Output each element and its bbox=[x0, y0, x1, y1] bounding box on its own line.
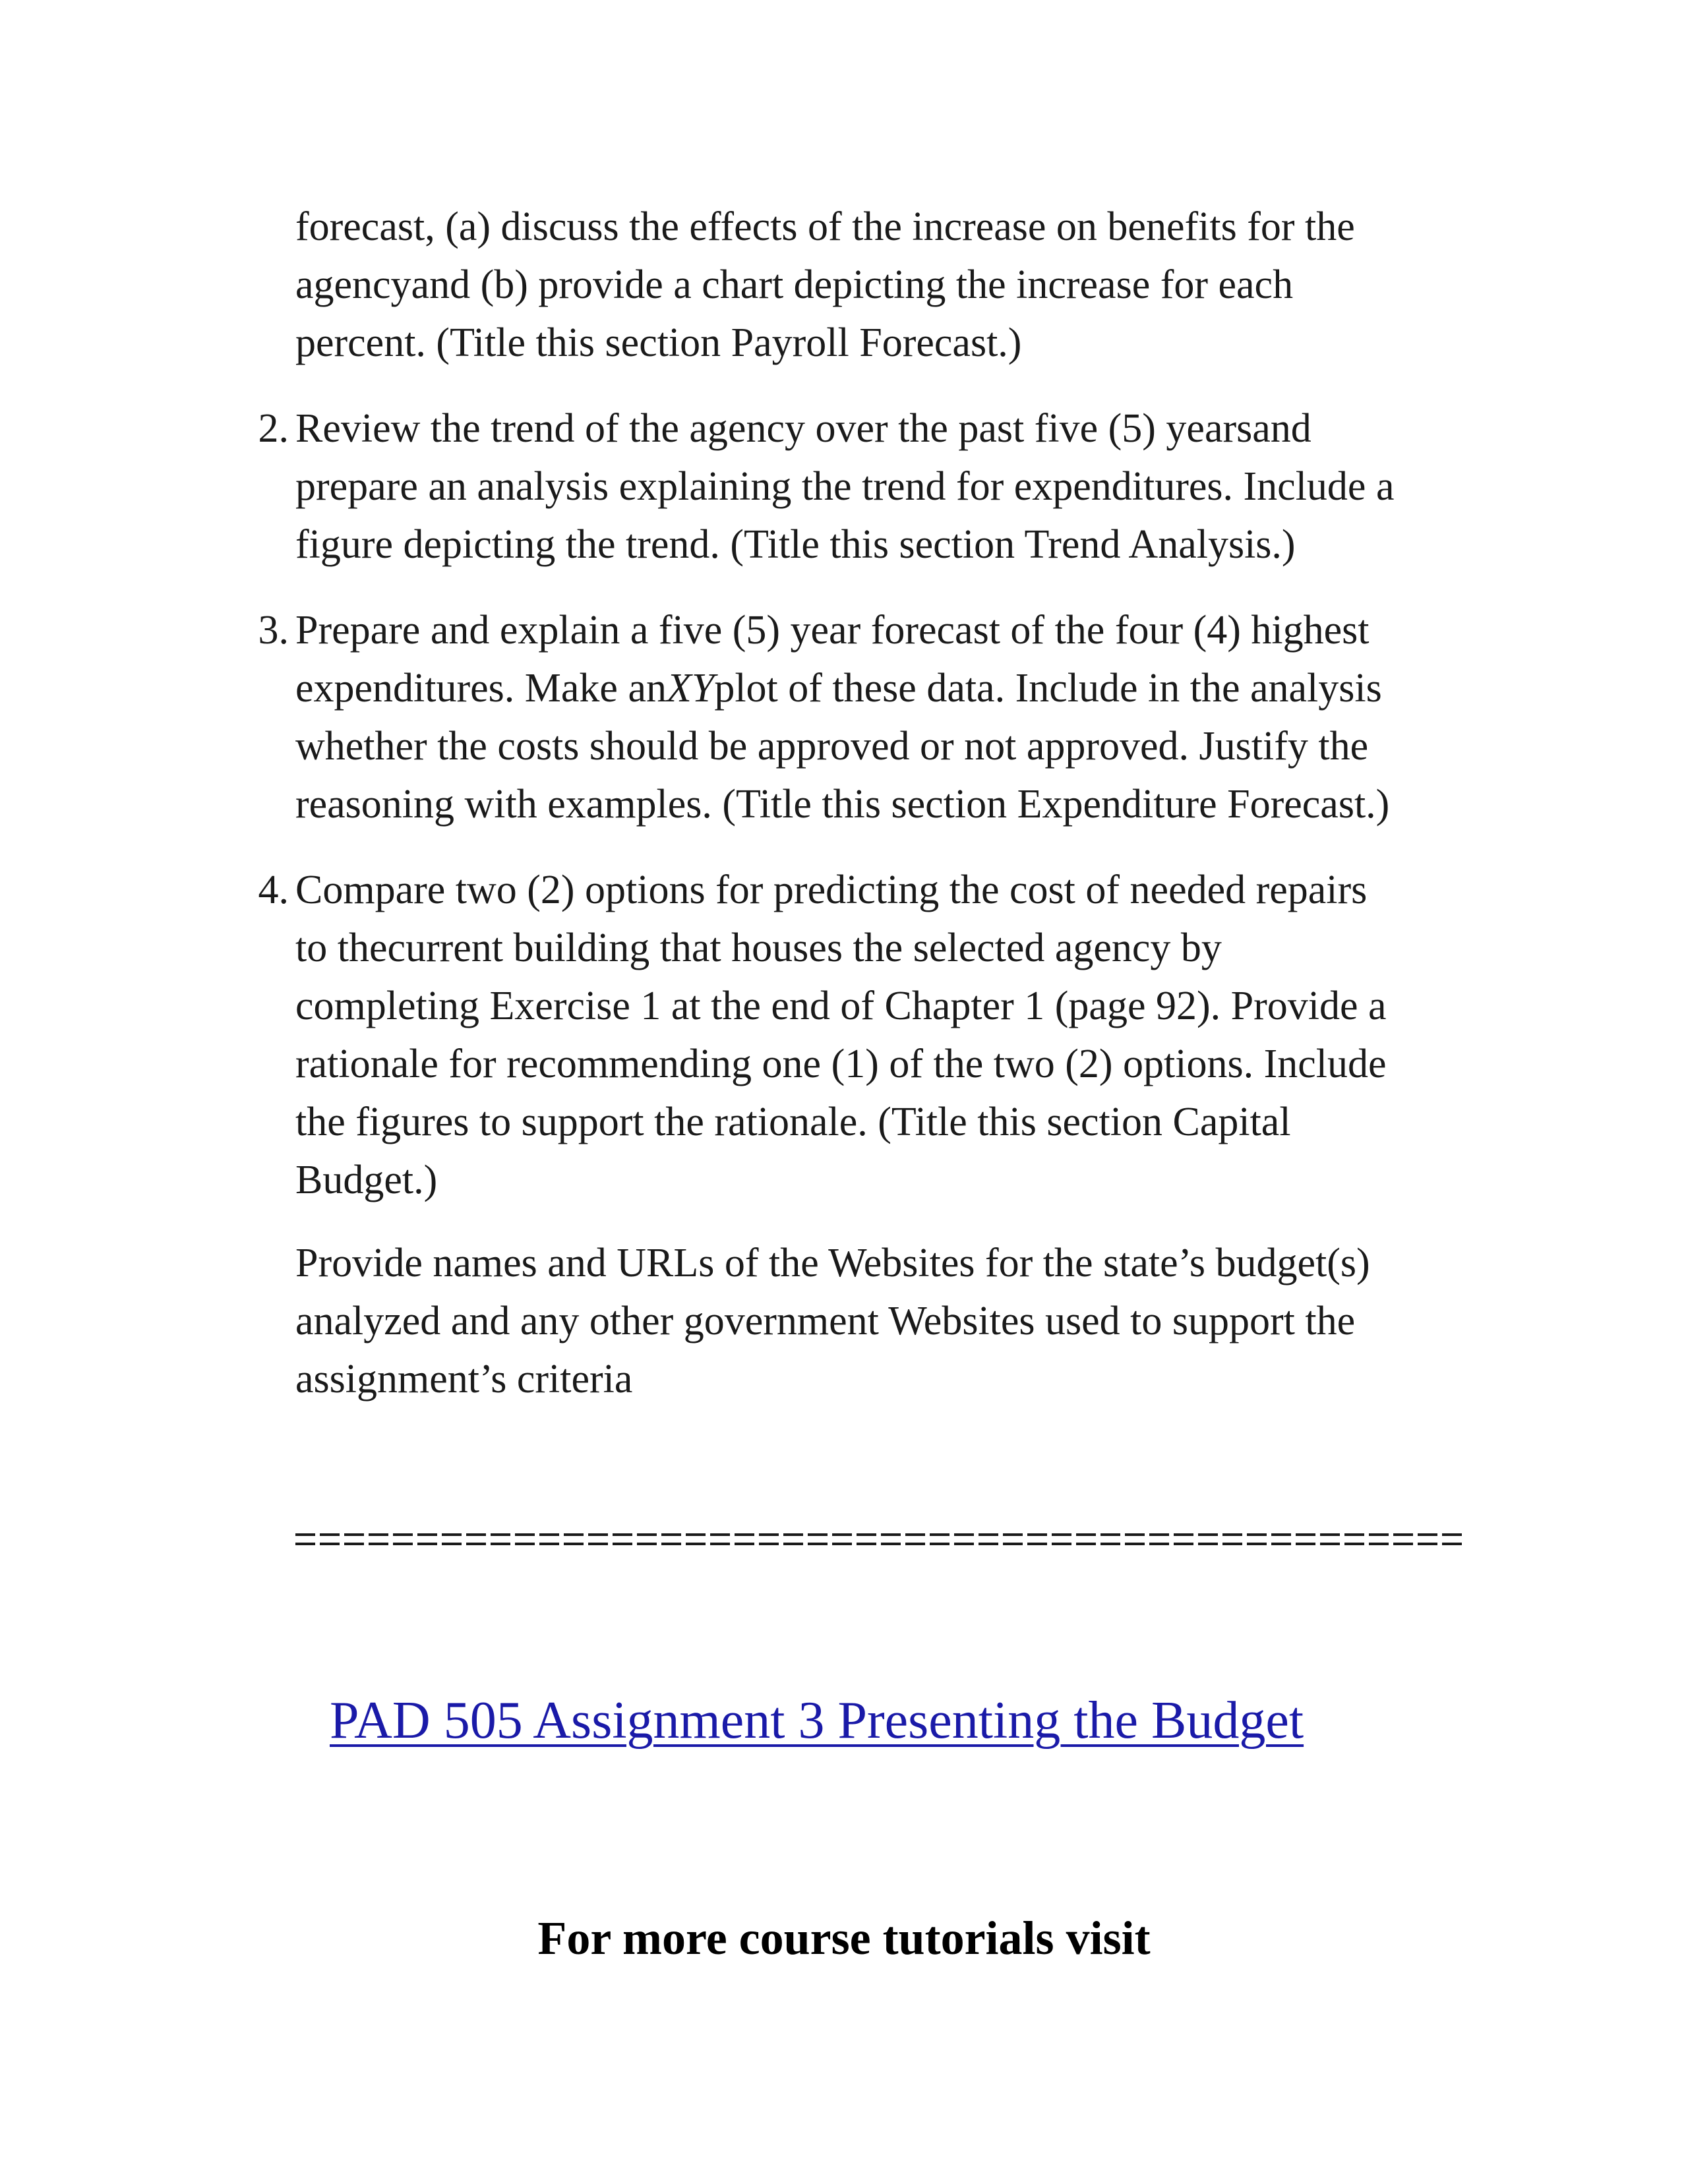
intro-line: percent. (Title this section Payroll Forecast.) bbox=[295, 320, 1022, 365]
list-item-text bbox=[295, 601, 1502, 833]
separator-line bbox=[295, 1533, 1462, 1536]
closing-paragraph bbox=[295, 1234, 1495, 1408]
closing-line: assignment’s criteria bbox=[295, 1357, 633, 1402]
list-item-line: Compare two (2) options for predicting the cost of needed repairs bbox=[295, 868, 1368, 912]
list-item-line: prepare an analysis explaining the trend for expenditures. Include a bbox=[295, 464, 1395, 509]
list-item-line: Prepare and explain a five (5) year forecast of the four (4) highest bbox=[295, 608, 1370, 653]
italic-term: XY bbox=[666, 666, 715, 711]
list-item-line: whether the costs should be approved or not approved. Justify the bbox=[295, 724, 1369, 769]
list-item-line: the figures to support the rationale. (Title this section Capital bbox=[295, 1100, 1291, 1144]
list-item-4 bbox=[258, 861, 1502, 1209]
list-item-line: figure depicting the trend. (Title this section Trend Analysis.) bbox=[295, 522, 1296, 567]
list-item-line: to thecurrent building that houses the selected agency by bbox=[295, 926, 1222, 970]
list-item-line: Budget.) bbox=[295, 1158, 438, 1202]
list-item-line: reasoning with examples. (Title this section Expenditure Forecast.) bbox=[295, 782, 1390, 827]
intro-paragraph bbox=[295, 198, 1495, 372]
list-item-line: completing Exercise 1 at the end of Chapter 1 (page 92). Provide a bbox=[295, 984, 1387, 1028]
assignment-title-link[interactable]: PAD 505 Assignment 3 Presenting the Budget bbox=[330, 1692, 1304, 1750]
list-item-number: 3. bbox=[258, 608, 289, 653]
closing-line: analyzed and any other government Websites used to support the bbox=[295, 1299, 1356, 1343]
list-item-line: Review the trend of the agency over the past five (5) yearsand bbox=[295, 406, 1311, 451]
list-item-3 bbox=[258, 601, 1502, 833]
intro-line: agencyand (b) provide a chart depicting the increase for each bbox=[295, 262, 1294, 307]
closing-line: Provide names and URLs of the Websites for the state’s budget(s) bbox=[295, 1241, 1370, 1285]
line-segment: plot of these data. Include in the analysis bbox=[714, 666, 1382, 711]
list-item-line: rationale for recommending one (1) of the two (2) options. Include bbox=[295, 1042, 1387, 1086]
list-item-number: 4. bbox=[258, 868, 289, 912]
list-item-line bbox=[295, 659, 1502, 717]
line-segment: expenditures. Make an bbox=[295, 666, 667, 711]
footer-text: For more course tutorials visit bbox=[537, 1912, 1151, 1964]
intro-line: forecast, (a) discuss the effects of the increase on benefits for the bbox=[295, 204, 1355, 249]
list-item-text bbox=[295, 861, 1502, 1209]
list-item-text bbox=[295, 399, 1502, 574]
separator-line bbox=[295, 1543, 1462, 1545]
double-rule-separator bbox=[295, 1528, 1462, 1554]
list-item-2 bbox=[258, 399, 1502, 574]
list-item-number: 2. bbox=[258, 406, 289, 451]
